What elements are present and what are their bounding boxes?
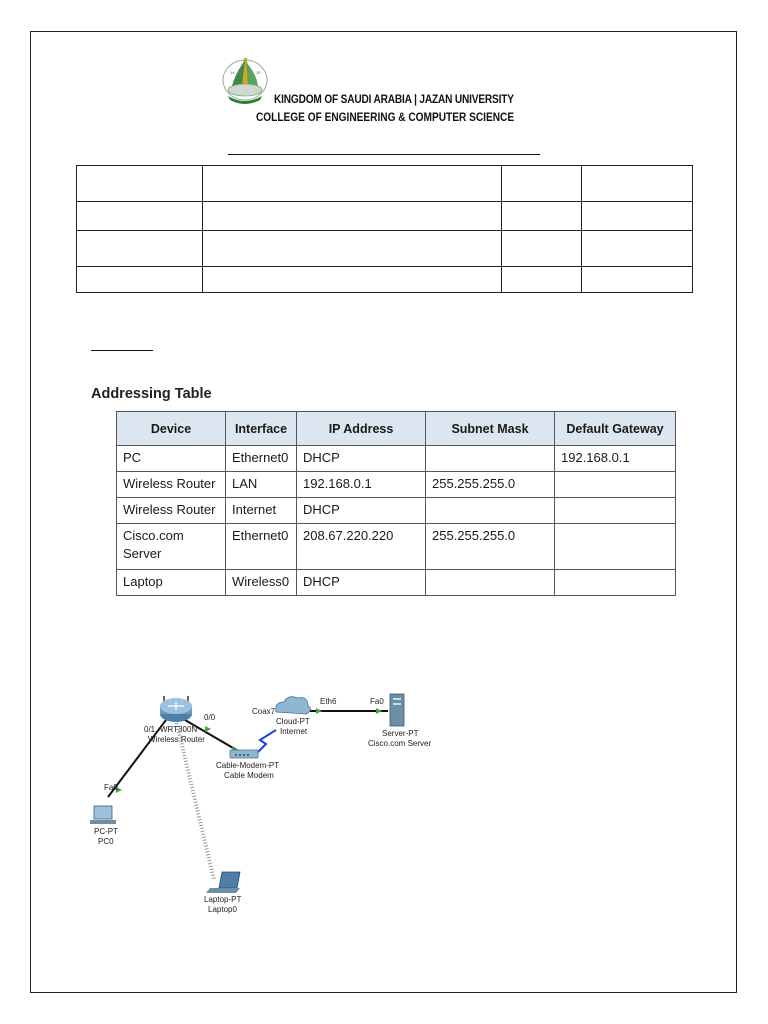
info-cell: [77, 267, 203, 293]
table-cell: [555, 570, 676, 596]
table-cell: [555, 472, 676, 498]
info-cell: [502, 202, 582, 231]
column-header: Interface: [226, 412, 297, 446]
info-cell: [203, 202, 502, 231]
port-label: Fa0: [104, 783, 118, 792]
table-cell: Ethernet0: [226, 524, 297, 570]
table-row: [117, 472, 676, 498]
info-cell: [502, 267, 582, 293]
table-cell: Ethernet0: [226, 446, 297, 472]
column-header: Device: [117, 412, 226, 446]
table-cell: DHCP: [297, 570, 426, 596]
link-status-icon: [205, 726, 211, 732]
pc-model-label: PC-PT: [94, 827, 118, 836]
table-cell: Wireless Router: [117, 472, 226, 498]
info-cell: [582, 231, 693, 267]
info-cell: [502, 166, 582, 202]
table-cell: [426, 446, 555, 472]
pc-name-label: PC0: [98, 837, 114, 846]
port-label: Eth6: [320, 697, 337, 706]
table-cell: 192.168.0.1: [555, 446, 676, 472]
server-icon[interactable]: [390, 694, 404, 726]
info-cell: [203, 267, 502, 293]
table-cell: [426, 498, 555, 524]
cloud-internet-icon[interactable]: [276, 697, 311, 714]
table-cell: Laptop: [117, 570, 226, 596]
laptop-name-label: Laptop0: [208, 905, 237, 914]
table-cell: DHCP: [297, 498, 426, 524]
info-cell: [203, 231, 502, 267]
info-cell: [582, 202, 693, 231]
port-label: Coax7: [252, 707, 276, 716]
router-model-label: WRT300N: [160, 725, 198, 734]
modem-model-label: Cable-Modem-PT: [216, 761, 280, 770]
link-status-icon: [376, 708, 382, 714]
table-cell: 208.67.220.220: [297, 524, 426, 570]
title-underline: [228, 154, 540, 155]
addressing-table-title: Addressing Table: [91, 386, 212, 402]
table-header-row: [117, 412, 676, 446]
header-kingdom-university: KINGDOM OF SAUDI ARABIA | JAZAN UNIVERSITY: [274, 94, 514, 106]
column-header: Subnet Mask: [426, 412, 555, 446]
student-info-table: [76, 165, 693, 293]
table-cell: 255.255.255.0: [426, 472, 555, 498]
table-cell: PC: [117, 446, 226, 472]
table-cell: 192.168.0.1: [297, 472, 426, 498]
table-cell: DHCP: [297, 446, 426, 472]
info-cell: [582, 267, 693, 293]
table-cell: [555, 498, 676, 524]
table-cell: [555, 524, 676, 570]
table-cell: Wireless Router: [117, 498, 226, 524]
table-row: [117, 498, 676, 524]
info-cell: [582, 166, 693, 202]
table-cell: Cisco.com Server: [117, 524, 226, 570]
svg-text:19: 19: [256, 70, 261, 75]
table-row: [117, 524, 676, 570]
server-name-label: Cisco.com Server: [368, 739, 432, 748]
info-cell: [203, 166, 502, 202]
port-label: 0/1: [144, 725, 156, 734]
wireless-router-icon[interactable]: [160, 696, 192, 722]
addressing-table: [116, 411, 676, 596]
router-name-label: Wireless Router: [148, 735, 205, 744]
table-row: [117, 446, 676, 472]
table-cell: Internet: [226, 498, 297, 524]
port-label: Fa0: [370, 697, 384, 706]
university-logo-icon: [220, 52, 270, 108]
header-college: COLLEGE OF ENGINEERING & COMPUTER SCIENCE: [256, 112, 515, 124]
modem-name-label: Cable Modem: [224, 771, 274, 780]
table-cell: LAN: [226, 472, 297, 498]
cloud-model-label: Cloud-PT: [276, 717, 310, 726]
cable-modem-icon[interactable]: [230, 750, 258, 758]
cloud-name-label: Internet: [280, 727, 308, 736]
link-status-icon: [316, 708, 322, 714]
info-cell: [502, 231, 582, 267]
section-underline: [91, 350, 153, 351]
column-header: IP Address: [297, 412, 426, 446]
laptop-model-label: Laptop-PT: [204, 895, 242, 904]
pc-icon[interactable]: [90, 806, 116, 824]
table-cell: 255.255.255.0: [426, 524, 555, 570]
table-cell: Wireless0: [226, 570, 297, 596]
table-row: [117, 570, 676, 596]
table-cell: [426, 570, 555, 596]
info-cell: [77, 166, 203, 202]
network-topology-diagram: [80, 680, 450, 925]
port-label: 0/0: [204, 713, 216, 722]
info-cell: [77, 231, 203, 267]
link-modem-cloud-coax: [258, 730, 276, 752]
info-cell: [77, 202, 203, 231]
column-header: Default Gateway: [555, 412, 676, 446]
svg-text:14: 14: [230, 70, 235, 75]
link-router-laptop-wireless: [176, 720, 214, 880]
server-model-label: Server-PT: [382, 729, 419, 738]
